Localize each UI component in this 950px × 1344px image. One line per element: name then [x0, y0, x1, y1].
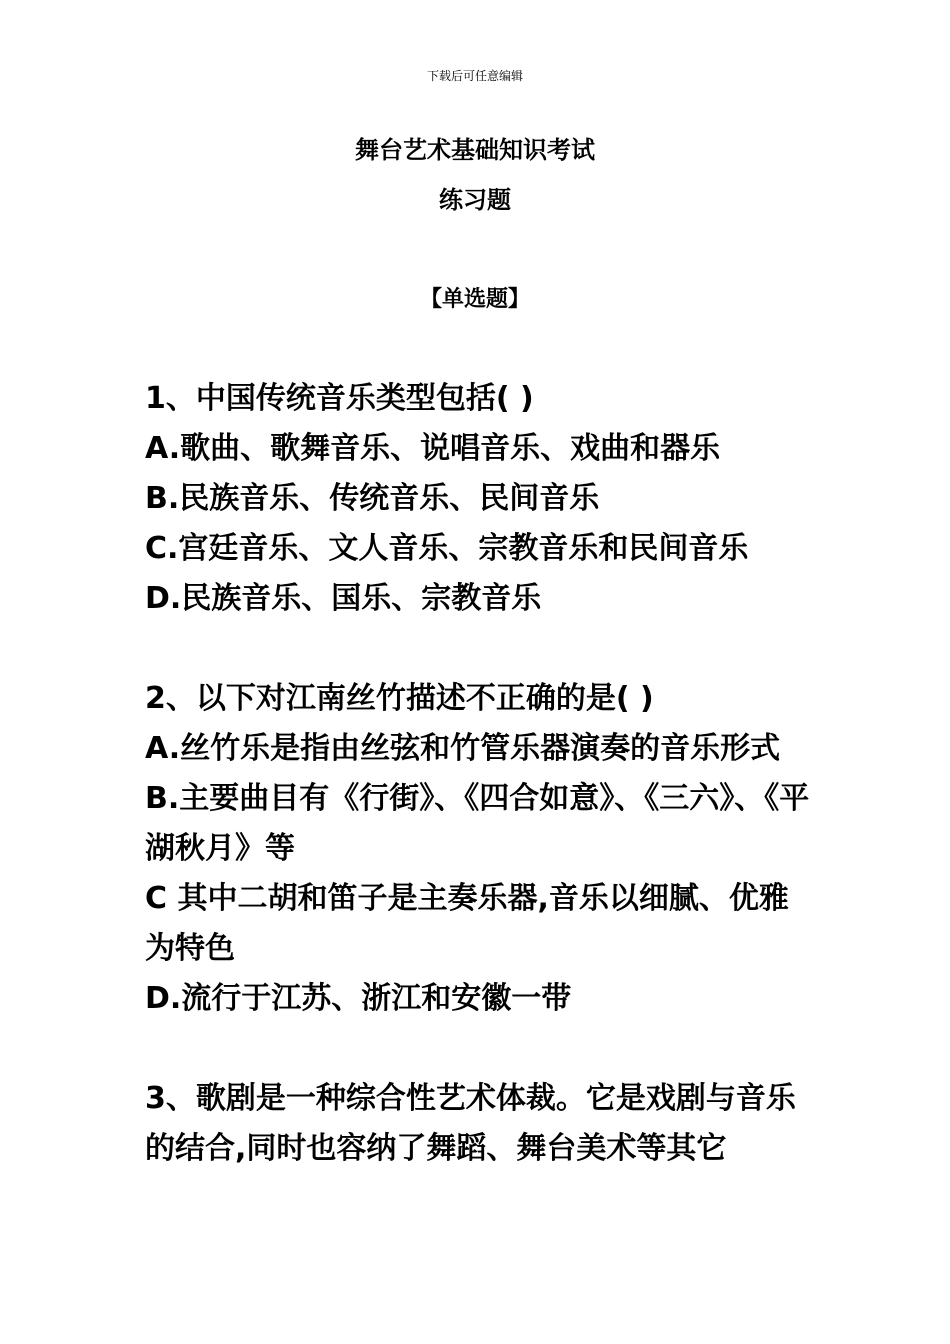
document-subtitle: 练习题 [439, 186, 511, 214]
document-title: 舞台艺术基础知识考试 [355, 136, 595, 164]
question-1 [145, 374, 810, 624]
question-option: A.丝竹乐是指由丝弦和竹管乐器演奏的音乐形式 [145, 731, 781, 766]
question-option: A.歌曲、歌舞音乐、说唱音乐、戏曲和器乐 [145, 431, 721, 466]
question-option: C.宫廷音乐、文人音乐、宗教音乐和民间音乐 [145, 531, 749, 566]
question-stem: 2、以下对江南丝竹描述不正确的是( ) [145, 681, 654, 716]
question-stem: 1、中国传统音乐类型包括( ) [145, 381, 534, 416]
question-spacer [145, 1024, 810, 1074]
page-header-note: 下载后可任意编辑 [426, 69, 523, 83]
question-option: D.民族音乐、国乐、宗教音乐 [145, 581, 542, 616]
question-2 [145, 674, 810, 1024]
question-spacer [145, 624, 810, 674]
question-list [145, 374, 810, 1174]
question-option: D.流行于江苏、浙江和安徽一带 [145, 981, 572, 1016]
question-option: C 其中二胡和笛子是主奏乐器,音乐以细腻、优雅为特色 [145, 881, 789, 966]
section-label-single-choice: 【单选题】 [419, 287, 530, 312]
question-option: B.民族音乐、传统音乐、民间音乐 [145, 481, 600, 516]
question-stem: 3、歌剧是一种综合性艺术体裁。它是戏剧与音乐的结合,同时也容纳了舞蹈、舞台美术等其它 [145, 1081, 796, 1166]
question-3 [145, 1074, 810, 1174]
question-option: B.主要曲目有《行街》、《四合如意》、《三六》、《平湖秋月》等 [145, 781, 810, 866]
